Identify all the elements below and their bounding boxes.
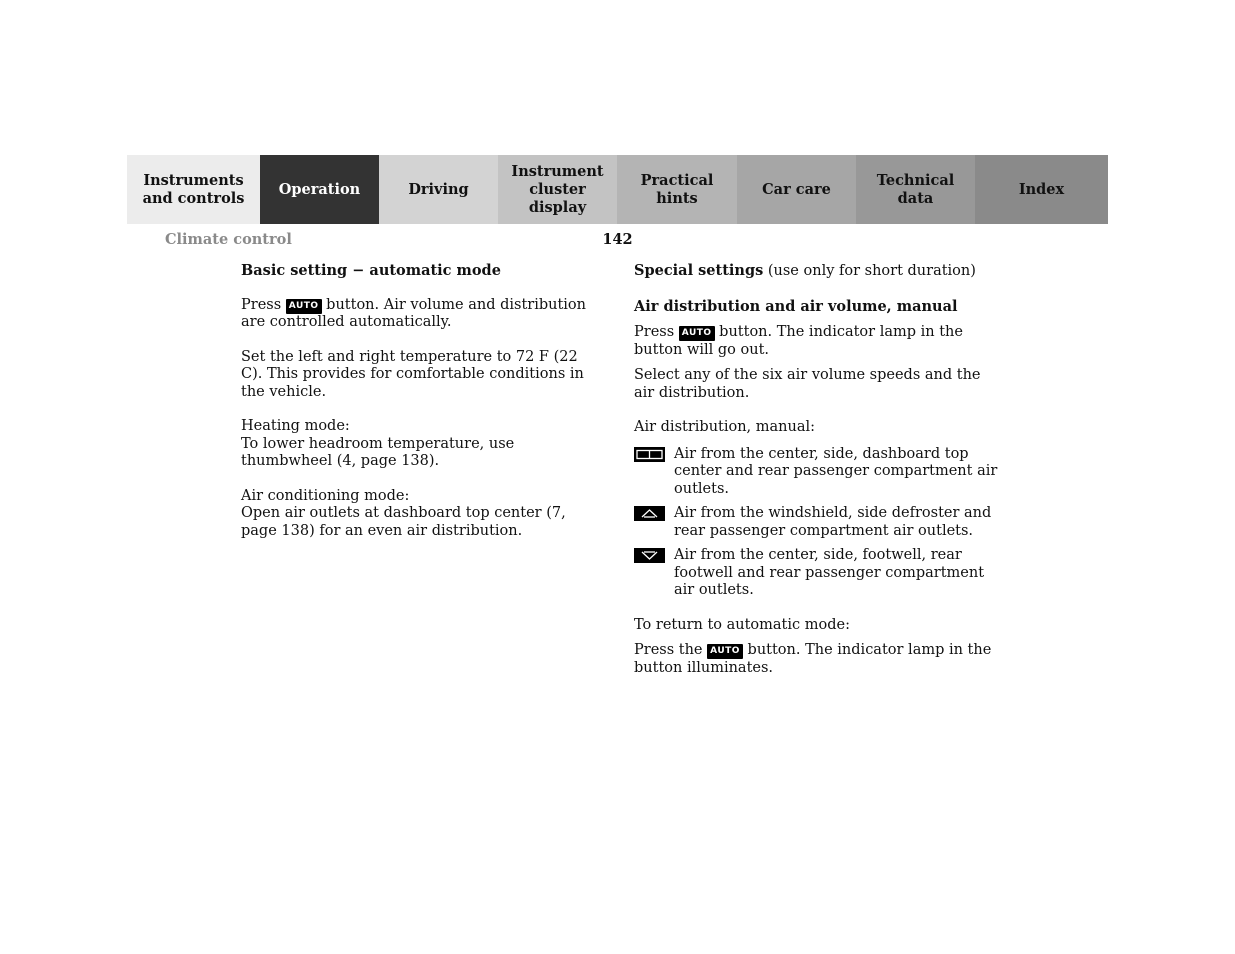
auto-button-icon: AUTO [286, 299, 322, 314]
auto-instruction-text: button. Air volume and distribution are controlled automatically. [241, 296, 587, 330]
heating-mode-label: Heating mode: [241, 418, 350, 434]
section-nav [127, 155, 1108, 224]
ac-mode-text: Open air outlets at dashboard top center (7, page 138) for an even air distribution. [241, 505, 566, 539]
left-column [241, 262, 601, 540]
return-instruction-paragraph [634, 642, 999, 677]
press-the-text: Press the [634, 642, 703, 658]
tab-instrument-cluster-display[interactable]: Instrument cluster display [498, 155, 617, 224]
return-label: To return to automatic mode: [634, 616, 850, 633]
page-number: 142 [602, 231, 633, 248]
distribution-item-text: Air from the center, side, footwell, rear footwell and rear passenger compartment air outlets. [674, 547, 985, 598]
heating-mode-text: To lower headroom temperature, use thumbwheel (4, page 138). [241, 435, 515, 469]
distribution-item [634, 446, 999, 499]
press-text: Press [241, 296, 282, 313]
manual-instruction-text: button. The indicator lamp in the button will go out. [634, 324, 963, 358]
special-settings-heading [634, 262, 999, 281]
basic-setting-heading: Basic setting − automatic mode [241, 262, 501, 279]
footwell-vent-icon [634, 548, 665, 563]
distribution-item-text: Air from the windshield, side defroster and rear passenger compartment air outlets. [674, 505, 992, 539]
special-settings-note: (use only for short duration) [767, 263, 976, 279]
press-text: Press [634, 324, 675, 340]
section-title: Climate control [165, 231, 292, 248]
distribution-item [634, 547, 999, 600]
auto-button-icon: AUTO [707, 644, 743, 659]
center-vent-icon [634, 447, 665, 462]
tab-practical-hints[interactable]: Practical hints [617, 155, 737, 224]
speed-paragraph: Select any of the six air volume speeds and the air distribution. [634, 367, 981, 401]
auto-button-icon: AUTO [679, 326, 715, 341]
tab-instruments-and-controls[interactable]: Instruments and controls [127, 155, 260, 224]
auto-instruction-paragraph [241, 297, 601, 332]
distribution-item-text: Air from the center, side, dashboard top center and rear passenger compartment air outlets. [674, 445, 998, 497]
tab-driving[interactable]: Driving [379, 155, 498, 224]
manual-heading: Air distribution and air volume, manual [634, 297, 958, 315]
right-column [634, 262, 999, 677]
tab-car-care[interactable]: Car care [737, 155, 856, 224]
windshield-defrost-icon [634, 506, 665, 521]
tab-index[interactable]: Index [975, 155, 1108, 224]
ac-mode-label: Air conditioning mode: [241, 487, 410, 504]
manual-instruction-paragraph [634, 324, 999, 359]
tab-operation[interactable]: Operation [260, 155, 379, 224]
distribution-label: Air distribution, manual: [634, 419, 816, 435]
return-instruction-text: button. The indicator lamp in the button illuminates. [634, 642, 992, 676]
distribution-item [634, 505, 999, 540]
special-settings-title: Special settings [634, 262, 764, 279]
tab-technical-data[interactable]: Technical data [856, 155, 975, 224]
temperature-paragraph: Set the left and right temperature to 72 F (22 C). This provides for comfortable conditions in the vehicle. [241, 348, 584, 400]
